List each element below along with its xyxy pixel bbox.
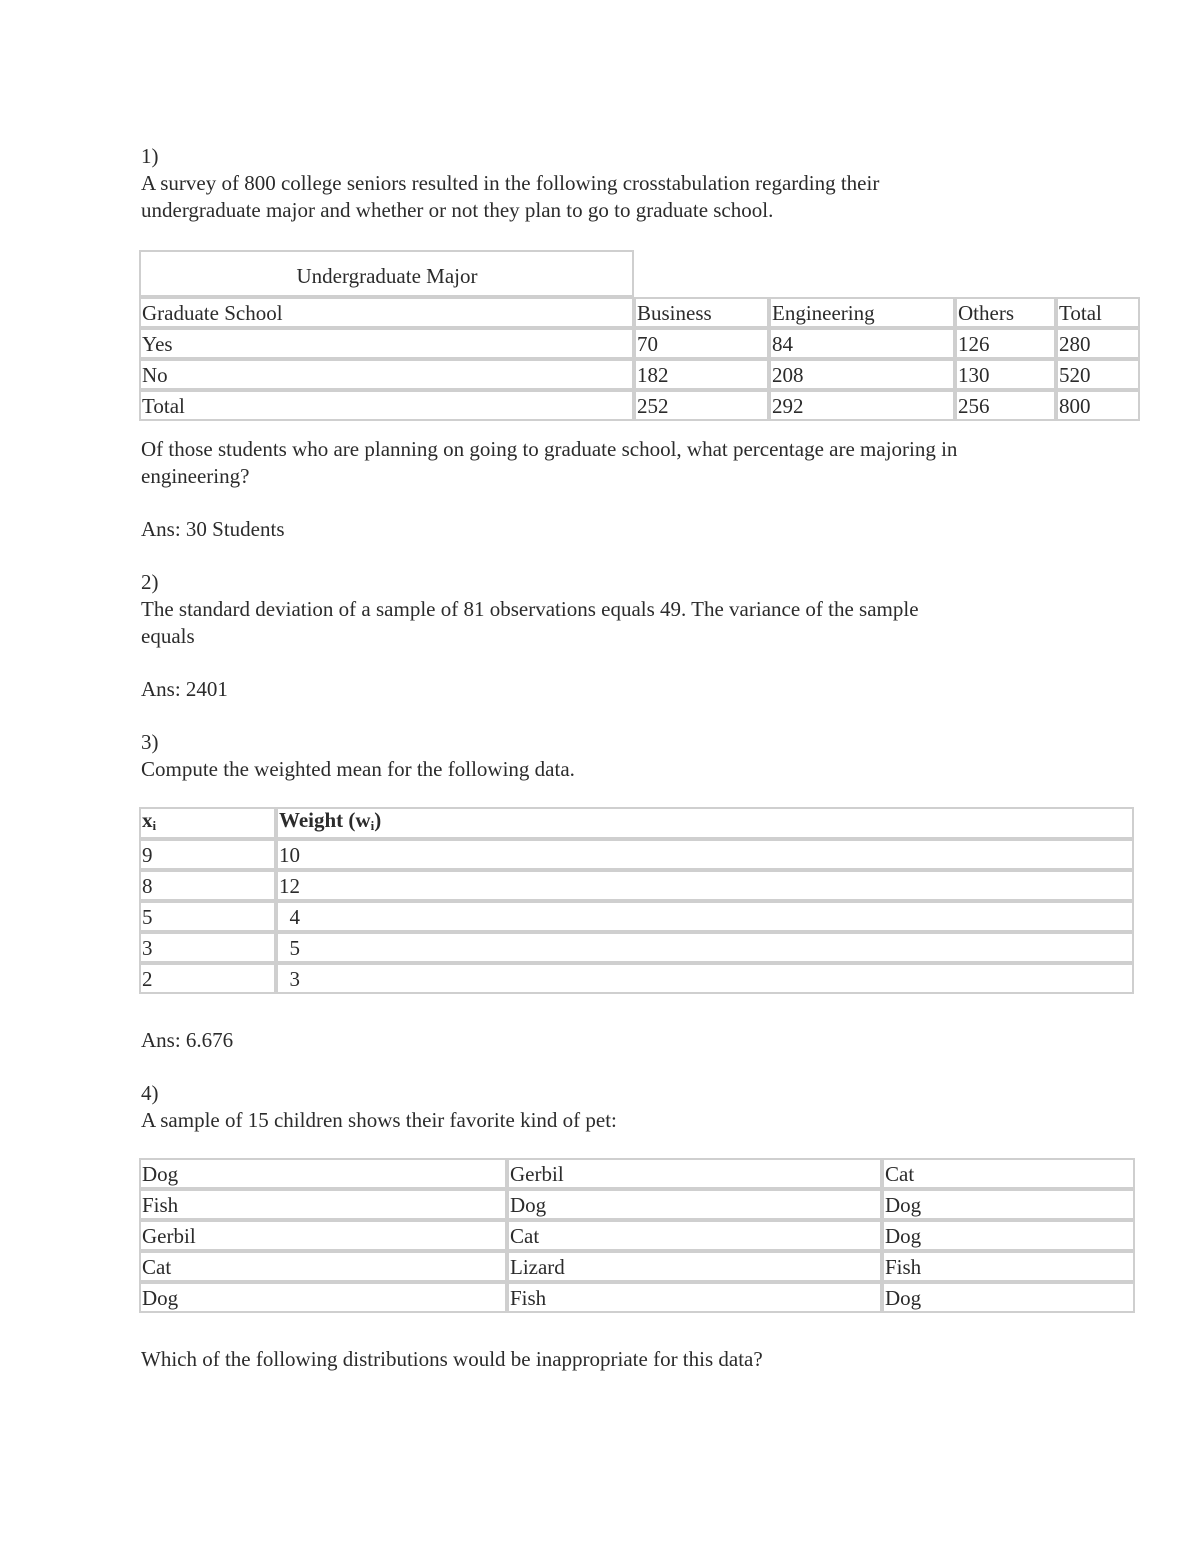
q3-table-wrapper <box>141 783 1141 1027</box>
table-row <box>139 839 1134 870</box>
crosstab-col-header: Business <box>634 297 769 328</box>
table-row <box>139 1158 1135 1189</box>
q4-question: Which of the following distributions would be inappropriate for this data? <box>141 1347 763 1371</box>
crosstab-col-header: Total <box>1056 297 1140 328</box>
pet-cell: Dog <box>882 1189 1135 1220</box>
weighted-x-cell: 9 <box>139 839 276 870</box>
q2-answer: Ans: 2401 <box>141 677 228 701</box>
crosstab-cell: 292 <box>769 390 955 421</box>
q3-text: Compute the weighted mean for the following data. <box>141 757 575 781</box>
pet-cell: Fish <box>507 1282 882 1313</box>
pet-cell: Cat <box>507 1220 882 1251</box>
q1-table-wrapper <box>141 224 1141 436</box>
table-row <box>139 1251 1135 1282</box>
table-row <box>139 328 1140 359</box>
q1-answer: Ans: 30 Students <box>141 517 285 541</box>
pet-cell: Cat <box>139 1251 507 1282</box>
pet-cell: Dog <box>139 1282 507 1313</box>
pet-cell: Gerbil <box>507 1158 882 1189</box>
q3-answer: Ans: 6.676 <box>141 1028 234 1052</box>
crosstab-cell: 70 <box>634 328 769 359</box>
pet-cell: Dog <box>882 1282 1135 1313</box>
pet-cell: Dog <box>139 1158 507 1189</box>
crosstab-row-label: No <box>139 359 634 390</box>
weighted-w-cell: 4 <box>276 901 1134 932</box>
table-row <box>139 359 1140 390</box>
crosstab-cell: 520 <box>1056 359 1140 390</box>
weighted-x-cell: 5 <box>139 901 276 932</box>
q1-number: 1) <box>141 144 159 168</box>
q3-number: 3) <box>141 730 159 754</box>
crosstab-cell: 126 <box>955 328 1056 359</box>
crosstab-cell: 182 <box>634 359 769 390</box>
table-row <box>139 1220 1135 1251</box>
pet-cell: Gerbil <box>139 1220 507 1251</box>
weighted-header-row <box>139 807 1134 839</box>
document-page <box>141 143 1141 1373</box>
table-row <box>139 1189 1135 1220</box>
weighted-w-cell: 12 <box>276 870 1134 901</box>
q1-text-line2: undergraduate major and whether or not they plan to go to graduate school. <box>141 198 774 222</box>
weighted-w-cell: 10 <box>276 839 1134 870</box>
pet-cell: Lizard <box>507 1251 882 1282</box>
crosstab-cell: 84 <box>769 328 955 359</box>
weighted-mean-table <box>139 807 1134 994</box>
q2-text-line2: equals <box>141 624 195 648</box>
q4-table-wrapper <box>141 1134 1141 1346</box>
pet-cell: Fish <box>139 1189 507 1220</box>
pet-cell: Dog <box>507 1189 882 1220</box>
table-row <box>139 870 1134 901</box>
pets-table <box>139 1158 1135 1313</box>
table-row <box>139 932 1134 963</box>
q1-text-line1: A survey of 800 college seniors resulted in the following crosstabulation regarding their <box>141 171 880 195</box>
crosstab-cell: 256 <box>955 390 1056 421</box>
q2-number: 2) <box>141 570 159 594</box>
q2-text-line1: The standard deviation of a sample of 81 observations equals 49. The variance of the sample <box>141 597 919 621</box>
weighted-w-cell: 3 <box>276 963 1134 994</box>
crosstab-row-label: Yes <box>139 328 634 359</box>
crosstab-row-label: Total <box>139 390 634 421</box>
q1-question-line2: engineering? <box>141 464 250 488</box>
crosstab-col-header: Others <box>955 297 1056 328</box>
table-row <box>139 1282 1135 1313</box>
crosstab-header-row <box>139 297 1140 328</box>
table-row <box>139 390 1140 421</box>
table-row <box>139 963 1134 994</box>
crosstab-cell: 800 <box>1056 390 1140 421</box>
weighted-col-weight-header: Weight $(w_i)$ <box>276 807 1134 839</box>
crosstab-row-header: Graduate School <box>139 297 634 328</box>
weighted-x-cell: 2 <box>139 963 276 994</box>
weighted-x-cell: 8 <box>139 870 276 901</box>
q1-question-line1: Of those students who are planning on going to graduate school, what percentage are majoring in <box>141 437 958 461</box>
pet-cell: Cat <box>882 1158 1135 1189</box>
crosstab-col-header: Engineering <box>769 297 955 328</box>
crosstab-cell: 252 <box>634 390 769 421</box>
crosstab-group-header: Undergraduate Major <box>139 250 634 297</box>
q4-text: A sample of 15 children shows their favorite kind of pet: <box>141 1108 617 1132</box>
q4-number: 4) <box>141 1081 159 1105</box>
weighted-w-cell: 5 <box>276 932 1134 963</box>
crosstab-table <box>139 250 1140 421</box>
crosstab-cell: 280 <box>1056 328 1140 359</box>
pet-cell: Fish <box>882 1251 1135 1282</box>
table-row <box>139 901 1134 932</box>
crosstab-cell: 208 <box>769 359 955 390</box>
crosstab-cell: 130 <box>955 359 1056 390</box>
weighted-col-x-header: $x_i$ <box>139 807 276 839</box>
weighted-x-cell: 3 <box>139 932 276 963</box>
pet-cell: Dog <box>882 1220 1135 1251</box>
